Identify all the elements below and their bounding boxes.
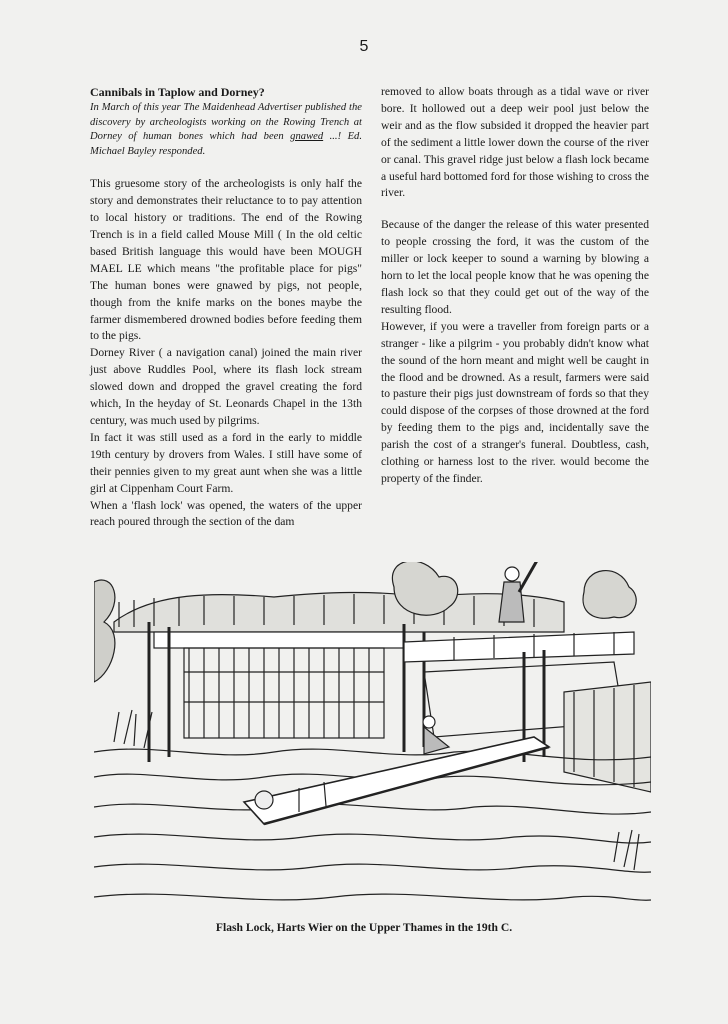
paragraph: However, if you were a traveller from foreign parts or a stranger - like a pilgrim - you probably didn't know what the sound of the horn meant and might well be caught in the flood and be drowned. As a result, farmers were said to pasture their pigs just downstream of fords so that they could dispose of the corpses of those drowned at the ford by feeding them to the pigs and, incidentally save the parish the cost of a stranger's funeral. Doubtless, cash, clothing or harness lost to the river. would become the property of the finder. [381, 319, 649, 485]
paragraph: When a 'flash lock' was opened, the waters of the upper reach poured through the section of the dam [90, 498, 362, 529]
intro-text-1: In March of this year The Maidenhead Advertiser published the discovery by archeologists working on the Rowing Trench at Dorney of human bones which had been [90, 101, 362, 143]
intro-underlined-word: gnawed [290, 131, 324, 143]
editor-intro [90, 101, 362, 159]
right-column [381, 84, 649, 488]
paragraph: removed to allow boats through as a tidal wave or river bore. It hollowed out a deep weir pool just below the weir and as the flow subsided it dropped the heavier part of the sediment a little lower down the course of the river or canal. This gravel ridge just below a flash lock became a useful hard bottomed ford for those wishing to cross the river. [381, 85, 649, 200]
figure-caption: Flash Lock, Harts Wier on the Upper Thames in the 19th C. [215, 921, 513, 934]
paragraph: Dorney River ( a navigation canal) joined the main river just above Ruddles Pool, where its flash lock stream slowed down and dropped the gravel creating the ford which, In the heyday of St. Leonards Chapel in the 13th century, was much used by pilgrims. [90, 346, 362, 427]
left-column [90, 84, 362, 531]
paragraph: In fact it was still used as a ford in the early to middle 19th century by drovers from Wales. I still have some of their pennies given to my great aunt when she was a little girl at Cippenham Court Farm. [90, 430, 362, 495]
article-title: Cannibals in Taplow and Dorney? [90, 85, 265, 99]
flash-lock-illustration [94, 562, 651, 912]
paragraph: This gruesome story of the archeologists is only half the story and demonstrates their reluctance to to pay attention to local history or traditions. The end of the Rowing Trench is in a field called Mouse Mill ( In the old celtic based British language this would have been MOUGH MAEL LE which means "the profitable place for pigs" The human bones were gnawed by pigs, not people, though from the knife marks on the bones maybe the farmer dismembered drowned bodies before feeding them to the pigs. [90, 177, 362, 343]
paragraph: Because of the danger the release of this water presented to people crossing the ford, it was the custom of the miller or lock keeper to sound a warning by blowing a horn to let the local people know that he was opening the flash lock so that they could get out of the way of the resulting flood. [381, 218, 649, 316]
page-number: 5 [359, 38, 369, 55]
intro-text-2: ...! Ed. Michael Bayley responded. [90, 131, 363, 157]
